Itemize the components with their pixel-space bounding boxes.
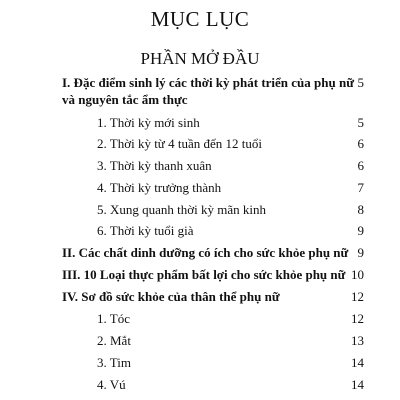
toc-entry-page: 13	[351, 333, 364, 348]
toc-entry-page: 14	[351, 355, 364, 370]
toc-entry-page: 14	[351, 377, 364, 392]
toc-entry-page: 12	[351, 311, 364, 326]
toc-entry-label: 1. Thời kỳ mới sinh	[97, 115, 200, 130]
toc-entry-1-6[interactable]	[0, 223, 400, 239]
toc-entry-4-3[interactable]	[0, 355, 400, 371]
toc-entry-page: 9	[357, 245, 364, 260]
toc-entry-page: 5	[357, 75, 364, 90]
toc-entry-page: 10	[351, 267, 364, 282]
toc-entry-label: II. Các chất dinh dưỡng có ích cho sức khỏe phụ nữ	[62, 245, 349, 260]
toc-entry-label-continued: và nguyên tắc ẩm thực	[62, 92, 188, 107]
toc-entry-label: III. 10 Loại thực phẩm bất lợi cho sức khỏe phụ nữ	[62, 267, 346, 282]
toc-entry-label: IV. Sơ đồ sức khỏe của thân thể phụ nữ	[62, 289, 280, 304]
toc-entry-page: 6	[357, 136, 364, 151]
toc-entry-section-1[interactable]	[0, 75, 400, 109]
toc-entry-label: 2. Mắt	[97, 333, 131, 348]
toc-entry-page: 6	[357, 158, 364, 173]
toc-entry-label: 4. Vú	[97, 377, 126, 392]
toc-entry-label: 4. Thời kỳ trưởng thành	[97, 180, 222, 195]
toc-entry-page: 12	[351, 289, 364, 304]
toc-entry-4-2[interactable]	[0, 333, 400, 349]
toc-entry-4-1[interactable]	[0, 311, 400, 327]
toc-entry-1-3[interactable]	[0, 158, 400, 174]
toc-entry-1-4[interactable]	[0, 180, 400, 196]
toc-entry-label: 6. Thời kỳ tuổi già	[97, 223, 194, 238]
toc-entry-page: 7	[357, 180, 364, 195]
toc-entry-section-2[interactable]	[0, 245, 400, 261]
toc-entry-label: 3. Thời kỳ thanh xuân	[97, 158, 212, 173]
toc-entry-label: 2. Thời kỳ từ 4 tuần đến 12 tuổi	[97, 136, 262, 151]
toc-entry-1-2[interactable]	[0, 136, 400, 152]
toc-entry-label: 3. Tim	[97, 355, 131, 370]
toc-entry-label: 5. Xung quanh thời kỳ mãn kinh	[97, 202, 266, 217]
toc-entry-1-1[interactable]	[0, 115, 400, 131]
toc-entry-label: 1. Tóc	[97, 311, 130, 326]
page-title: MỤC LỤC	[150, 7, 250, 31]
toc-entry-section-3[interactable]	[0, 267, 400, 283]
toc-entry-section-4[interactable]	[0, 289, 400, 305]
toc-entry-label: I. Đặc điểm sinh lý các thời kỳ phát triển của phụ nữ	[62, 75, 355, 90]
toc-entry-4-4[interactable]	[0, 377, 400, 393]
toc-entry-page: 5	[357, 115, 364, 130]
toc-entry-1-5[interactable]	[0, 202, 400, 218]
toc-entry-page: 9	[357, 223, 364, 238]
section-heading: PHẦN MỞ ĐẦU	[140, 49, 260, 68]
toc-entry-page: 8	[357, 202, 364, 217]
